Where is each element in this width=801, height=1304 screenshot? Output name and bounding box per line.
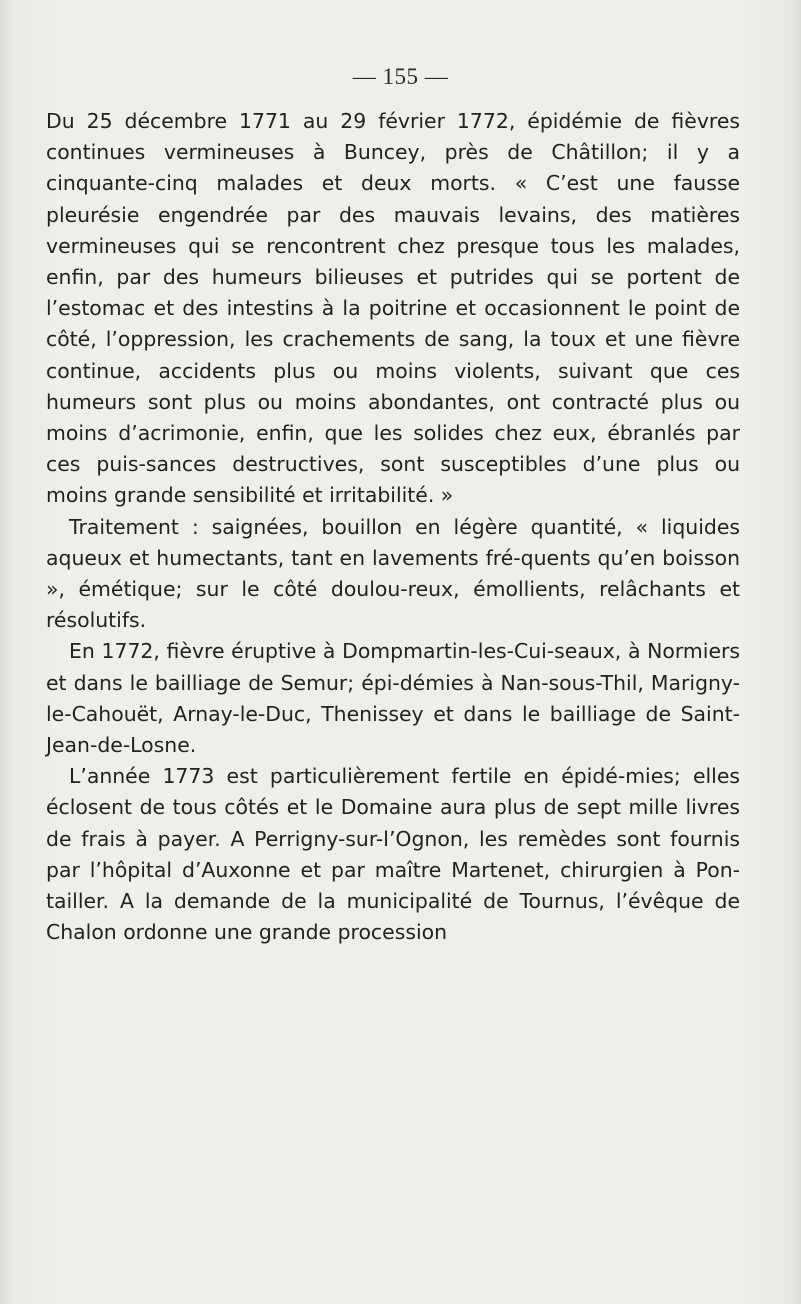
- body-text: [46, 106, 740, 948]
- paragraph-1773-epidemics: L’année 1773 est particulièrement fertile en épidé-mies; elles éclosent de tous côtés et le Domaine aura plus de sept mille livres de frais à payer. A Perrigny-sur-l’Ognon, les remèdes sont fournis par l’hôpital d’Auxonne et par maître Martenet, chirurgien à Pon-tailler. A la demande de la municipalité de Tournus, l’évêque de Chalon ordonne une grande procession: [46, 764, 740, 945]
- page-number: — 155 —: [352, 64, 449, 89]
- paragraph-epidemic-buncey: Du 25 décembre 1771 au 29 février 1772, épidémie de fièvres continues vermineuses à Buncey, près de Châtillon; il y a cinquante-cinq malades et deux morts. « C’est une fausse pleurésie engendrée par des mauvais levains, des matières vermineuses qui se rencontrent chez presque tous les malades, enfin, par des humeurs bilieuses et putrides qui se portent de l’estomac et des intestins à la poitrine et occasionnent le point de côté, l’oppression, les crachements de sang, la toux et une fièvre continue, accidents plus ou moins violents, suivant que ces humeurs sont plus ou moins abondantes, ont contracté plus ou moins d’acrimonie, enfin, que les solides chez eux, ébranlés par ces puis-sances destructives, sont susceptibles d’une plus ou moins grande sensibilité et irritabilité. »: [46, 109, 740, 508]
- paragraph-1772-eruptive-fever: En 1772, fièvre éruptive à Dompmartin-les-Cui-seaux, à Normiers et dans le bailliage de Semur; épi-démies à Nan-sous-Thil, Marigny-le-Cahouët, Arnay-le-Duc, Thenissey et dans le bailliage de Saint-Jean-de-Losne.: [46, 639, 740, 758]
- paragraph-treatment: Traitement : saignées, bouillon en légère quantité, « liquides aqueux et humectants, tant en lavements fré-quents qu’en boisson », émétique; sur le côté doulou-reux, émollients, relâchants et résolutifs.: [46, 514, 740, 633]
